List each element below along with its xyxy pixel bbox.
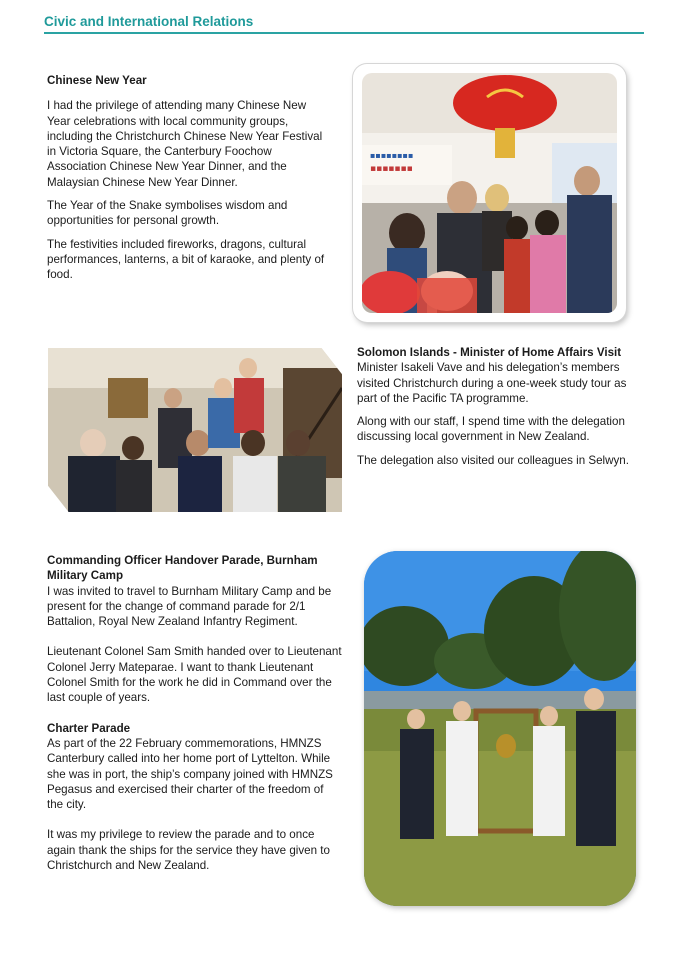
- solomon-paragraph-1: Minister Isakeli Vave and his delegation’s members visited Christchurch during a one-week study tour as part of the Pacific TA programme.: [357, 361, 627, 405]
- cny-section: [47, 73, 332, 291]
- charter-paragraph-2: It was my privilege to review the parade and to once again thank the ships for the service they have given to Christchurch and New Zealand.: [47, 828, 330, 873]
- burnham-paragraph-1: I was invited to travel to Burnham Military Camp and be present for the change of command parade for 2/1 Battalion, Royal New Zealand Infantry Regiment.: [47, 584, 332, 629]
- burnham-heading: Commanding Officer Handover Parade, Burnham Military Camp: [47, 554, 318, 583]
- solomon-paragraph-3: The delegation also visited our colleagues in Selwyn.: [357, 453, 629, 467]
- cny-heading: Chinese New Year: [47, 74, 147, 87]
- solomon-photo: [48, 348, 342, 512]
- burnham-section: [47, 553, 342, 881]
- section-header: [44, 14, 644, 34]
- cny-photo: [362, 73, 617, 313]
- section-title: Civic and International Relations: [44, 14, 254, 29]
- solomon-paragraph-2: Along with our staff, I spend time with the delegation discussing local government in New Zealand.: [357, 415, 625, 444]
- cny-paragraph-2: The Year of the Snake symbolises wisdom and opportunities for personal growth.: [47, 199, 288, 228]
- charter-paragraph-1: As part of the 22 February commemorations, HMNZS Canterbury called into her home port of Lyttelton. While she was in port, the ship’s company joined with HMNZS Pegasus and exercised their charter of the freedom of the city.: [47, 736, 333, 812]
- charter-photo-frame: [364, 551, 636, 906]
- charter-photo: [364, 551, 636, 906]
- charter-heading: Charter Parade: [47, 721, 131, 735]
- cny-photo-frame: [353, 64, 626, 322]
- solomon-section: [357, 345, 637, 476]
- solomon-heading: Solomon Islands - Minister of Home Affairs Visit: [357, 346, 622, 359]
- solomon-photo-frame: [40, 340, 350, 520]
- svg-text:▪▪▪▪▪▪▪▪: ▪▪▪▪▪▪▪▪: [370, 151, 414, 160]
- cny-paragraph-3: The festivities included fireworks, dragons, cultural performances, lanterns, a bit of karaoke, and plenty of food.: [47, 237, 325, 282]
- burnham-paragraph-2: Lieutenant Colonel Sam Smith handed over to Lieutenant Colonel Jerry Mateparae. I want to thank Lieutenant Colonel Smith for the work he did in Command over the last couple of years.: [47, 645, 342, 705]
- svg-text:▪▪▪▪▪▪▪: ▪▪▪▪▪▪▪: [370, 164, 413, 174]
- cny-paragraph-1: I had the privilege of attending many Chinese New Year celebrations with local community groups, including the Christchurch Chinese New Year Festival in Victoria Square, the Canterbury Foochow Association Chinese New Year Dinner, and the Malaysian Chinese New Year Dinner.: [47, 99, 323, 189]
